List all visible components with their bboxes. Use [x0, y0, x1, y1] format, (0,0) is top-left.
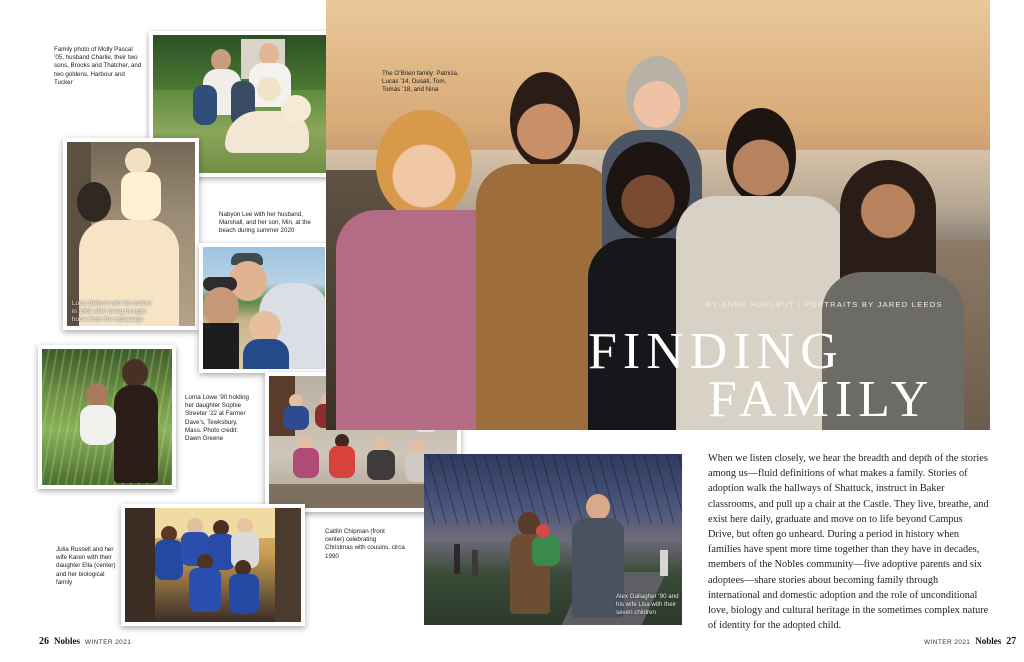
- article-title-line2: FAMILY: [708, 371, 935, 428]
- chipman-caption: Caitlin Chipman (front center) celebrating Christmas with cousins, circa 1990: [325, 528, 405, 560]
- left-brand: Nobles: [53, 636, 80, 646]
- russell-caption: Julia Russell and her wife Karen with their daughter Ella (center) and her biological family: [56, 546, 116, 586]
- lee-caption: Nabyon Lee with her husband, Marshall, and her son, Min, at the beach during summer 2020: [219, 211, 311, 235]
- article-title-line1: FINDING: [588, 323, 844, 380]
- left-issue: WINTER 2021: [84, 639, 132, 646]
- article-byline: BY ANNE HURLBUT | PORTRAITS BY JARED LEEDS: [706, 300, 943, 309]
- obrien-caption: The O’Brien family: Patricia, Lucas ’14, Dusati, Tom, Tomás ’18, and Nina: [382, 70, 459, 94]
- lowe-caption: Lorna Lowe ’90 holding her daughter Sophie Streeter ’22 at Farmer Dave’s, Tewksbury, Mass. Photo credit: Dawn Greene: [185, 394, 249, 443]
- right-folio: [924, 636, 1016, 647]
- lee-family-photo: [199, 243, 329, 373]
- article-body: When we listen closely, we hear the breadth and depth of the stories among us—fluid definitions of what makes a family. Stories of adoption walk the hallways of Shattuck, instruct in Baker classrooms, and pull up a chair at the Castle. They live, breathe, and exist here daily, graduate and move on to life beyond Campus Drive, but often go unheard. During a period in history when families have spent more time together than they have in decades, members of the Nobles community—five adoptive parents and six adoptees—share stories about becoming family through international and domestic adoption and the role of unconditional love, biology and cultural heritage in the sometimes complex nature of identity for the adopted child.: [708, 453, 989, 632]
- left-folio: [39, 636, 131, 647]
- right-page-number: 27: [1006, 636, 1017, 647]
- ballesti-caption: Louis Ballesti with his mother in 1962 after being brought home from the orphanage: [72, 300, 152, 324]
- right-brand: Nobles: [975, 636, 1002, 646]
- gallagher-caption: Alex Gallagher ’90 and his wife Lisa with their seven children: [616, 593, 679, 617]
- left-page-number: 26: [39, 636, 49, 647]
- russell-photo: [121, 504, 305, 626]
- right-issue: WINTER 2021: [924, 639, 971, 646]
- lowe-photo: [38, 345, 176, 489]
- pascoe-caption: Family photo of Molly Pascal ’05, husband Charlie, their two sons, Brooks and Thatcher, and two goldens, Harbour and Tucker: [54, 46, 142, 86]
